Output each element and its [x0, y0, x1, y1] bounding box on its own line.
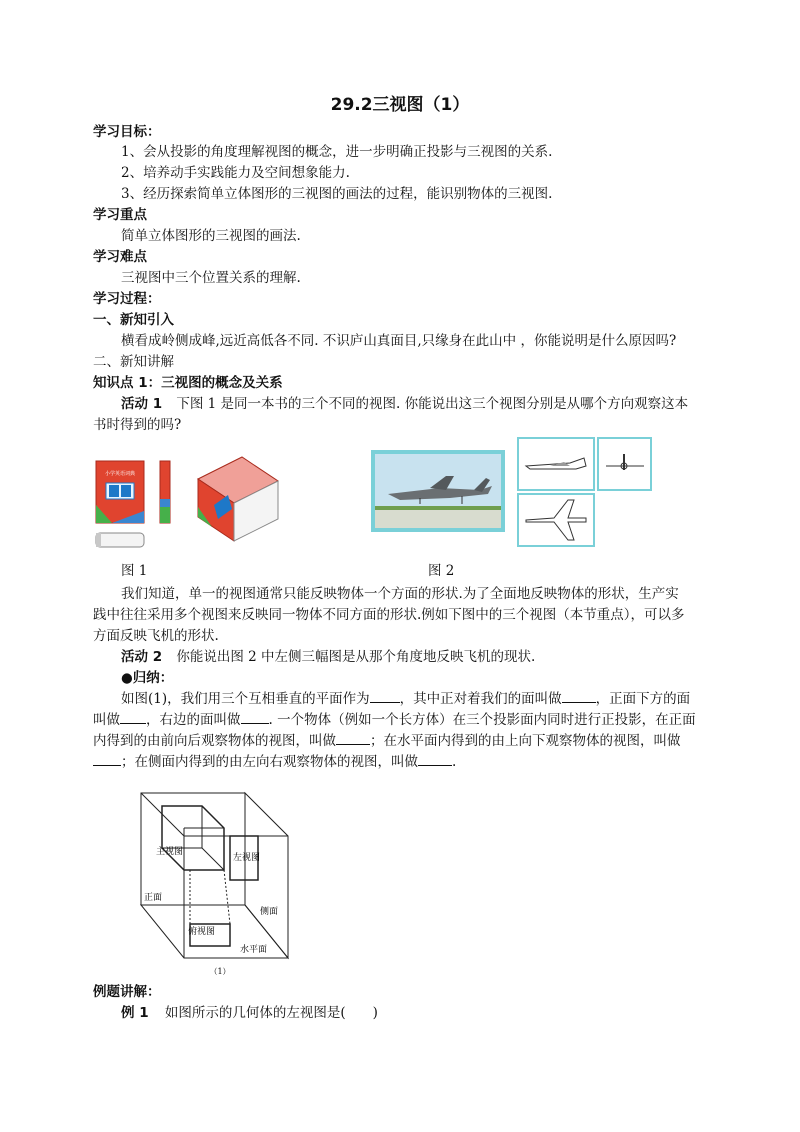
book-3d-view	[198, 457, 278, 541]
airplane-side-view	[518, 438, 594, 490]
fill-blank	[336, 732, 370, 745]
fill-blank	[370, 690, 400, 703]
airplane-photo	[371, 450, 505, 532]
airplane-top-view	[518, 494, 594, 546]
para1-line2: 践中往往采用多个视图来反映同一物体不同方面的形状.例如下图中的三个视图（本节重点），可以多	[93, 607, 685, 623]
difficulty-text: 三视图中三个位置关系的理解.	[121, 270, 301, 286]
summary-text: ；在侧面内得到的由左向右观察物体的视图，叫做	[121, 754, 418, 770]
book-cover-title: 小学英语词典	[104, 471, 136, 477]
activity1-text-cont: 书时得到的吗?	[93, 417, 182, 433]
summary-text: ，右边的面叫做	[146, 712, 241, 728]
example1-text: 如图所示的几何体的左视图是( )	[164, 1005, 378, 1021]
book-front-view	[96, 461, 144, 523]
activity2-label: 活动 2	[121, 649, 163, 665]
fill-blank	[120, 711, 146, 724]
figure3-projection-planes	[138, 790, 298, 980]
book-spine-view	[160, 461, 170, 523]
summary-text: 内得到的由前向后观察物体的视图，叫做	[93, 733, 336, 749]
summary-text: .	[452, 754, 457, 770]
fill-blank	[93, 753, 121, 766]
goal-item-2: 2、培养动手实践能力及空间想象能力.	[121, 165, 350, 181]
key-text: 简单立体图形的三视图的画法.	[121, 228, 301, 244]
example1-label: 例 1	[121, 1005, 149, 1021]
airplane-front-view	[598, 438, 651, 490]
process-heading: 学习过程：	[93, 291, 161, 307]
summary-text: ，正面下方的面	[595, 691, 691, 707]
para1-line3: 方面反映飞机的形状.	[93, 628, 219, 644]
goal-item-1: 1、会从投影的角度理解视图的概念，进一步明确正投影与三视图的关系.	[121, 144, 553, 160]
book-bottom-view	[96, 533, 144, 547]
summary-text: 叫做	[93, 712, 120, 728]
side-plane	[245, 793, 288, 958]
label-side-plane: 侧面	[260, 907, 279, 917]
label-main-view: 主视图	[156, 847, 184, 857]
page-title: 29.2三视图（1）	[330, 95, 470, 115]
figure2-airplane-views	[370, 436, 655, 548]
goals-heading: 学习目标：	[93, 124, 161, 140]
lecture-heading: 二、新知讲解	[93, 354, 174, 370]
difficulty-heading: 学习难点	[93, 249, 147, 265]
summary-text: ，其中正对着我们的面叫做	[399, 691, 562, 707]
fill-blank	[562, 690, 596, 703]
summary-text: 如图(1)，我们用三个互相垂直的平面作为	[121, 691, 370, 707]
label-left-view: 左视图	[233, 853, 261, 863]
activity1-text: 下图 1 是同一本书的三个不同的视图. 你能说出这三个视图分别是从哪个方向观察这本	[176, 396, 689, 412]
figure2-caption: 图 2	[428, 563, 455, 579]
figure3-caption: （1）	[209, 967, 231, 976]
intro-text: 横看成岭侧成峰,远近高低各不同. 不识庐山真面目,只缘身在此山中 ，你能说明是什么原因吗?	[121, 333, 677, 349]
summary-text: . 一个物体（例如一个长方体）在三个投影面内同时进行正投影，在正面	[268, 712, 696, 728]
activity2-text: 你能说出图 2 中左侧三幅图是从那个角度地反映飞机的现状.	[176, 649, 536, 665]
summary-text: ；在水平面内得到的由上向下观察物体的视图，叫做	[370, 733, 681, 749]
summary-heading: ●归纳：	[121, 670, 174, 686]
para1-line1: 我们知道，单一的视图通常只能反映物体一个方面的形状.为了全面地反映物体的形状，生产实	[121, 586, 679, 602]
fill-blank	[241, 711, 269, 724]
fill-blank	[418, 753, 452, 766]
goal-item-3: 3、经历探索简单立体图形的三视图的画法的过程，能识别物体的三视图.	[121, 186, 553, 202]
intro-heading: 一、新知引入	[93, 312, 174, 328]
label-front-plane: 正面	[144, 893, 163, 903]
examples-heading: 例题讲解：	[93, 984, 161, 1000]
key-heading: 学习重点	[93, 207, 147, 223]
label-horizontal-plane: 水平面	[240, 945, 268, 955]
point1-heading: 知识点 1：三视图的概念及关系	[93, 375, 283, 391]
activity1-label: 活动 1	[121, 396, 163, 412]
figure1-caption: 图 1	[121, 563, 148, 579]
label-top-view: 俯视图	[188, 927, 216, 937]
figure1-book-views	[92, 455, 282, 555]
